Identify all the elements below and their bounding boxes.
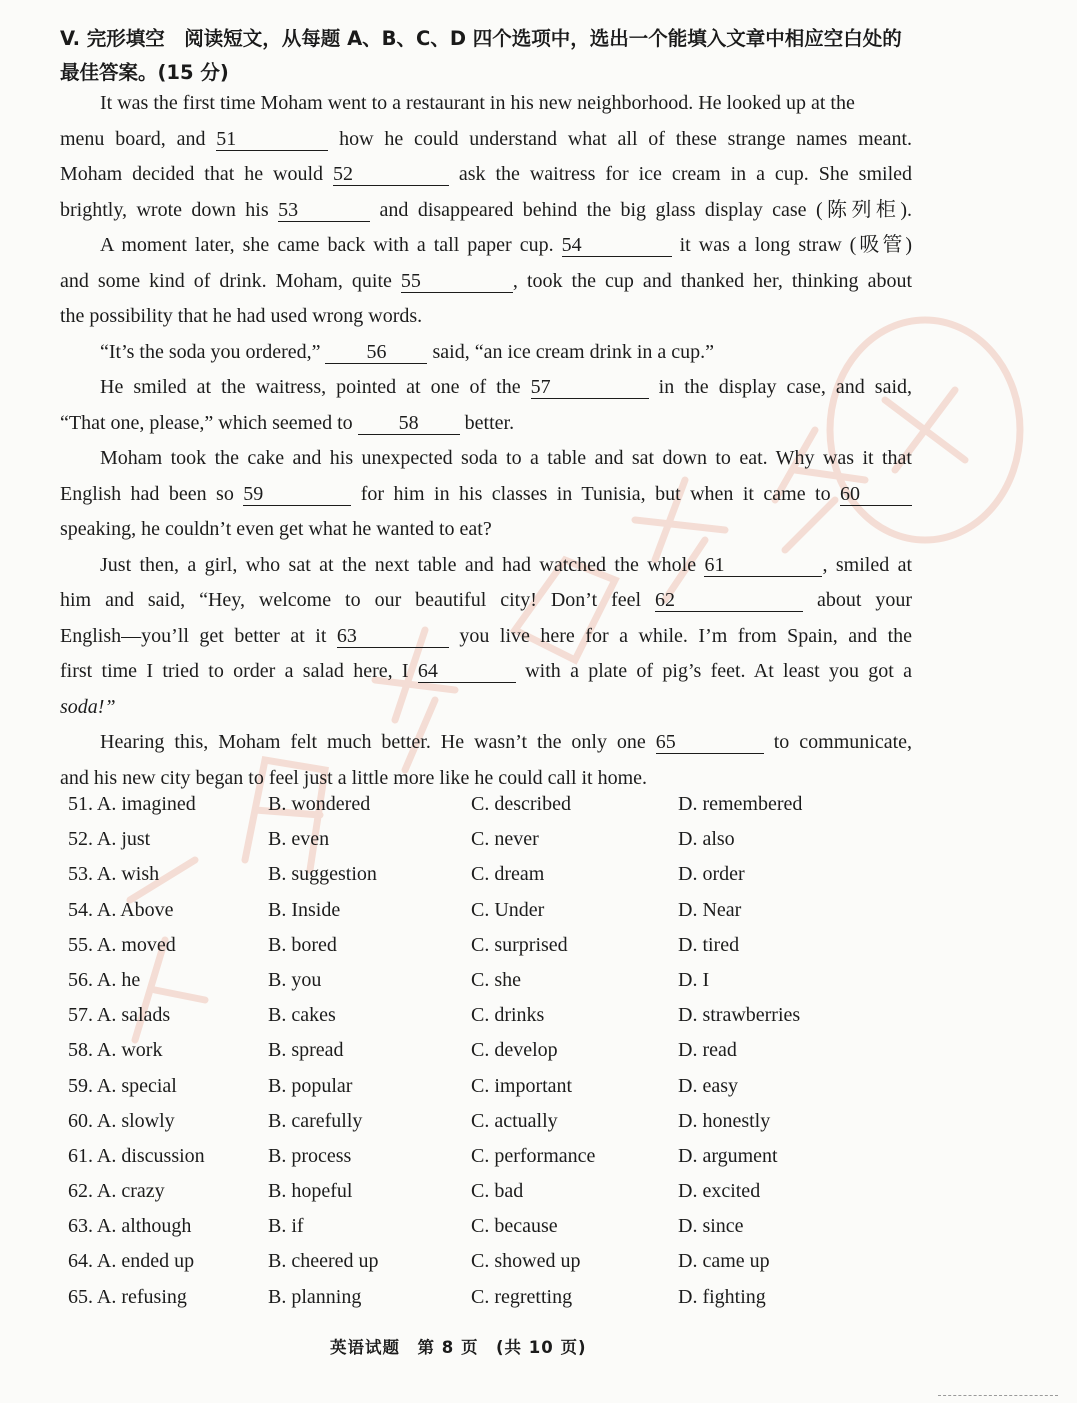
blank-51[interactable]: 51 [216, 128, 328, 151]
option-62-d[interactable]: D. excited [678, 1180, 761, 1203]
question-65-options [68, 1280, 868, 1315]
option-51-b[interactable]: B. wondered [268, 793, 371, 815]
option-53-d[interactable]: D. order [678, 863, 745, 886]
option-57-b[interactable]: B. cakes [268, 1004, 336, 1027]
option-60-d[interactable]: D. honestly [678, 1109, 771, 1132]
option-61-d[interactable]: D. argument [678, 1144, 778, 1167]
passage-line: and some kind of drink. Moham, quite 55 , took the cup and thanked her, thinking about [60, 269, 913, 292]
option-53-b[interactable]: B. suggestion [268, 863, 377, 886]
option-59-d[interactable]: D. easy [678, 1074, 738, 1097]
option-62-a[interactable]: 62. A. crazy [68, 1180, 165, 1203]
blank-62[interactable]: 62 [655, 589, 803, 612]
option-54-d[interactable]: D. Near [678, 898, 742, 921]
option-58-b[interactable]: B. spread [268, 1039, 344, 1062]
passage-line: Moham decided that he would 52 ask the waitress for ice cream in a cup. She smiled [60, 163, 912, 185]
option-51-d[interactable]: D. remembered [678, 793, 803, 815]
option-62-c[interactable]: C. bad [471, 1180, 524, 1203]
blank-54[interactable]: 54 [562, 234, 672, 257]
passage-line: and his new city began to feel just a little more like he could call it home. [60, 766, 648, 789]
option-52-a[interactable]: 52. A. just [68, 828, 151, 851]
section-heading: V. 完形填空 阅读短文，从每题 A、B、C、D 四个选项中，选出一个能填入文章中相应空白处的最佳答案。(15 分) [60, 27, 902, 84]
blank-58[interactable]: 58 [358, 412, 460, 435]
option-59-c[interactable]: C. important [471, 1074, 573, 1097]
option-56-b[interactable]: B. you [268, 968, 322, 991]
question-56-options [68, 963, 868, 998]
option-60-b[interactable]: B. carefully [268, 1109, 363, 1132]
option-61-b[interactable]: B. process [268, 1144, 352, 1167]
option-60-a[interactable]: 60. A. slowly [68, 1109, 175, 1132]
option-57-a[interactable]: 57. A. salads [68, 1004, 171, 1027]
question-52-options [68, 822, 868, 857]
passage-line: Just then, a girl, who sat at the next table and had watched the whole 61 , smiled at [100, 553, 913, 576]
passage-line: Hearing this, Moham felt much better. He wasn’t the only one 65 to communicate, [100, 731, 913, 753]
option-65-b[interactable]: B. planning [268, 1285, 362, 1308]
option-54-a[interactable]: 54. A. Above [68, 898, 174, 921]
passage-line: speaking, he couldn’t even get what he wanted to eat? [60, 518, 492, 540]
passage-line: the possibility that he had used wrong words. [60, 305, 423, 327]
option-58-c[interactable]: C. develop [471, 1039, 558, 1062]
blank-63[interactable]: 63 [337, 625, 449, 648]
blank-65[interactable]: 65 [656, 731, 764, 754]
blank-60[interactable]: 60 [840, 483, 912, 506]
option-63-b[interactable]: B. if [268, 1215, 304, 1238]
blank-56[interactable]: 56 [325, 341, 427, 364]
option-64-b[interactable]: B. cheered up [268, 1250, 379, 1273]
option-55-c[interactable]: C. surprised [471, 933, 568, 956]
option-55-d[interactable]: D. tired [678, 933, 740, 956]
answer-options [68, 787, 868, 1315]
blank-53[interactable]: 53 [278, 199, 370, 222]
option-51-c[interactable]: C. described [471, 793, 571, 815]
blank-64[interactable]: 64 [418, 660, 516, 683]
question-60-options [68, 1104, 868, 1139]
option-53-a[interactable]: 53. A. wish [68, 863, 160, 886]
option-58-d[interactable]: D. read [678, 1039, 737, 1062]
passage-line: “That one, please,” which seemed to 58 better. [60, 411, 515, 434]
passage-line: A moment later, she came back with a tall paper cup. 54 it was a long straw (吸管) [100, 234, 912, 256]
option-64-a[interactable]: 64. A. ended up [68, 1250, 195, 1273]
option-63-c[interactable]: C. because [471, 1215, 558, 1238]
option-65-a[interactable]: 65. A. refusing [68, 1285, 187, 1308]
cloze-passage [60, 86, 912, 796]
blank-61[interactable]: 61 [704, 554, 822, 577]
option-57-d[interactable]: D. strawberries [678, 1004, 801, 1027]
option-58-a[interactable]: 58. A. work [68, 1039, 163, 1062]
corner-mark [938, 1395, 1058, 1396]
question-62-options [68, 1174, 868, 1209]
passage-line: him and said, “Hey, welcome to our beautiful city! Don’t feel 62 about your [60, 589, 912, 611]
passage-line: He smiled at the waitress, pointed at one of the 57 in the display case, and said, [100, 376, 913, 398]
question-51-options [68, 787, 868, 822]
question-61-options [68, 1139, 868, 1174]
passage-line: Moham took the cake and his unexpected soda to a table and sat down to eat. Why was it that [100, 447, 912, 469]
option-65-c[interactable]: C. regretting [471, 1285, 573, 1308]
question-54-options [68, 893, 868, 928]
option-56-d[interactable]: D. I [678, 968, 710, 991]
option-55-a[interactable]: 55. A. moved [68, 933, 176, 956]
question-59-options [68, 1069, 868, 1104]
passage-line: brightly, wrote down his 53 and disappeared behind the big glass display case (陈列柜). [60, 198, 913, 221]
option-63-a[interactable]: 63. A. although [68, 1215, 192, 1238]
option-52-c[interactable]: C. never [471, 828, 539, 851]
passage-line: first time I tried to order a salad here, I 64 with a plate of pig’s feet. At least you got a [60, 660, 913, 682]
blank-55[interactable]: 55 [401, 270, 513, 293]
passage-line: menu board, and 51 how he could understand what all of these strange names meant. [60, 127, 913, 150]
question-53-options [68, 857, 868, 892]
option-53-c[interactable]: C. dream [471, 863, 545, 886]
option-56-c[interactable]: C. she [471, 968, 521, 991]
option-63-d[interactable]: D. since [678, 1215, 744, 1238]
option-64-d[interactable]: D. came up [678, 1250, 770, 1273]
question-57-options [68, 998, 868, 1033]
option-62-b[interactable]: B. hopeful [268, 1180, 353, 1203]
question-63-options [68, 1209, 868, 1244]
question-55-options [68, 928, 868, 963]
option-64-c[interactable]: C. showed up [471, 1250, 581, 1273]
option-55-b[interactable]: B. bored [268, 933, 337, 956]
passage-line: English—you’ll get better at it 63 you live here for a while. I’m from Spain, and the [60, 624, 913, 647]
blank-52[interactable]: 52 [333, 163, 449, 186]
option-59-b[interactable]: B. popular [268, 1074, 353, 1097]
option-57-c[interactable]: C. drinks [471, 1004, 545, 1027]
option-52-b[interactable]: B. even [268, 828, 330, 851]
passage-line: soda!” [60, 695, 116, 718]
passage-line: It was the first time Moham went to a restaurant in his new neighborhood. He looked up at the [100, 92, 855, 114]
option-60-c[interactable]: C. actually [471, 1109, 558, 1132]
option-61-c[interactable]: C. performance [471, 1144, 596, 1167]
page-footer: 英语试题 第 8 页 (共 10 页) [330, 1338, 587, 1357]
option-51-a[interactable]: 51. A. imagined [68, 793, 196, 815]
blank-59[interactable]: 59 [243, 483, 351, 506]
question-58-options [68, 1033, 868, 1068]
blank-57[interactable]: 57 [531, 376, 649, 399]
passage-line: English had been so 59 for him in his classes in Tunisia, but when it came to 60 [60, 477, 912, 513]
option-61-a[interactable]: 61. A. discussion [68, 1144, 205, 1167]
option-59-a[interactable]: 59. A. special [68, 1074, 177, 1097]
option-54-b[interactable]: B. Inside [268, 898, 341, 921]
option-65-d[interactable]: D. fighting [678, 1285, 766, 1308]
option-52-d[interactable]: D. also [678, 828, 735, 851]
question-64-options [68, 1244, 868, 1279]
passage-line: “It’s the soda you ordered,” 56 said, “an ice cream drink in a cup.” [100, 340, 715, 363]
option-54-c[interactable]: C. Under [471, 898, 545, 921]
option-56-a[interactable]: 56. A. he [68, 968, 141, 991]
